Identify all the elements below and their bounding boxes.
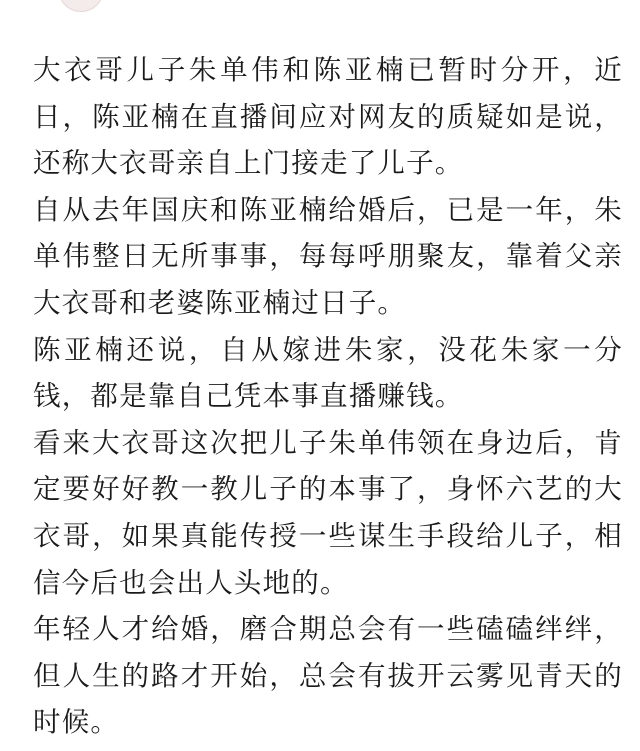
paragraph-2: 自从去年国庆和陈亚楠给婚后，已是一年，朱单伟整日无所事事，每每呼朋聚友，靠着父亲大衣哥和老婆陈亚楠过日子。 (33, 193, 623, 319)
paragraph-5: 年轻人才给婚，磨合期总会有一些磕磕绊绊，但人生的路才开始，总会有拔开云雾见青天的时候。 (33, 613, 623, 739)
paragraph-4: 看来大衣哥这次把儿子朱单伟领在身边后，肯定要好好教一教儿子的本事了，身怀六艺的大衣哥，如果真能传授一些谋生手段给儿子，相信今后也会出人头地的。 (33, 426, 623, 599)
paragraph-1: 大衣哥儿子朱单伟和陈亚楠已暂时分开，近日，陈亚楠在直播间应对网友的质疑如是说，还称大衣哥亲自上门接走了儿子。 (33, 54, 623, 180)
avatar (58, 0, 104, 12)
paragraph-3: 陈亚楠还说，自从嫁进朱家，没花朱家一分钱，都是靠自己凭本事直播赚钱。 (33, 333, 623, 413)
article-body (33, 47, 623, 746)
